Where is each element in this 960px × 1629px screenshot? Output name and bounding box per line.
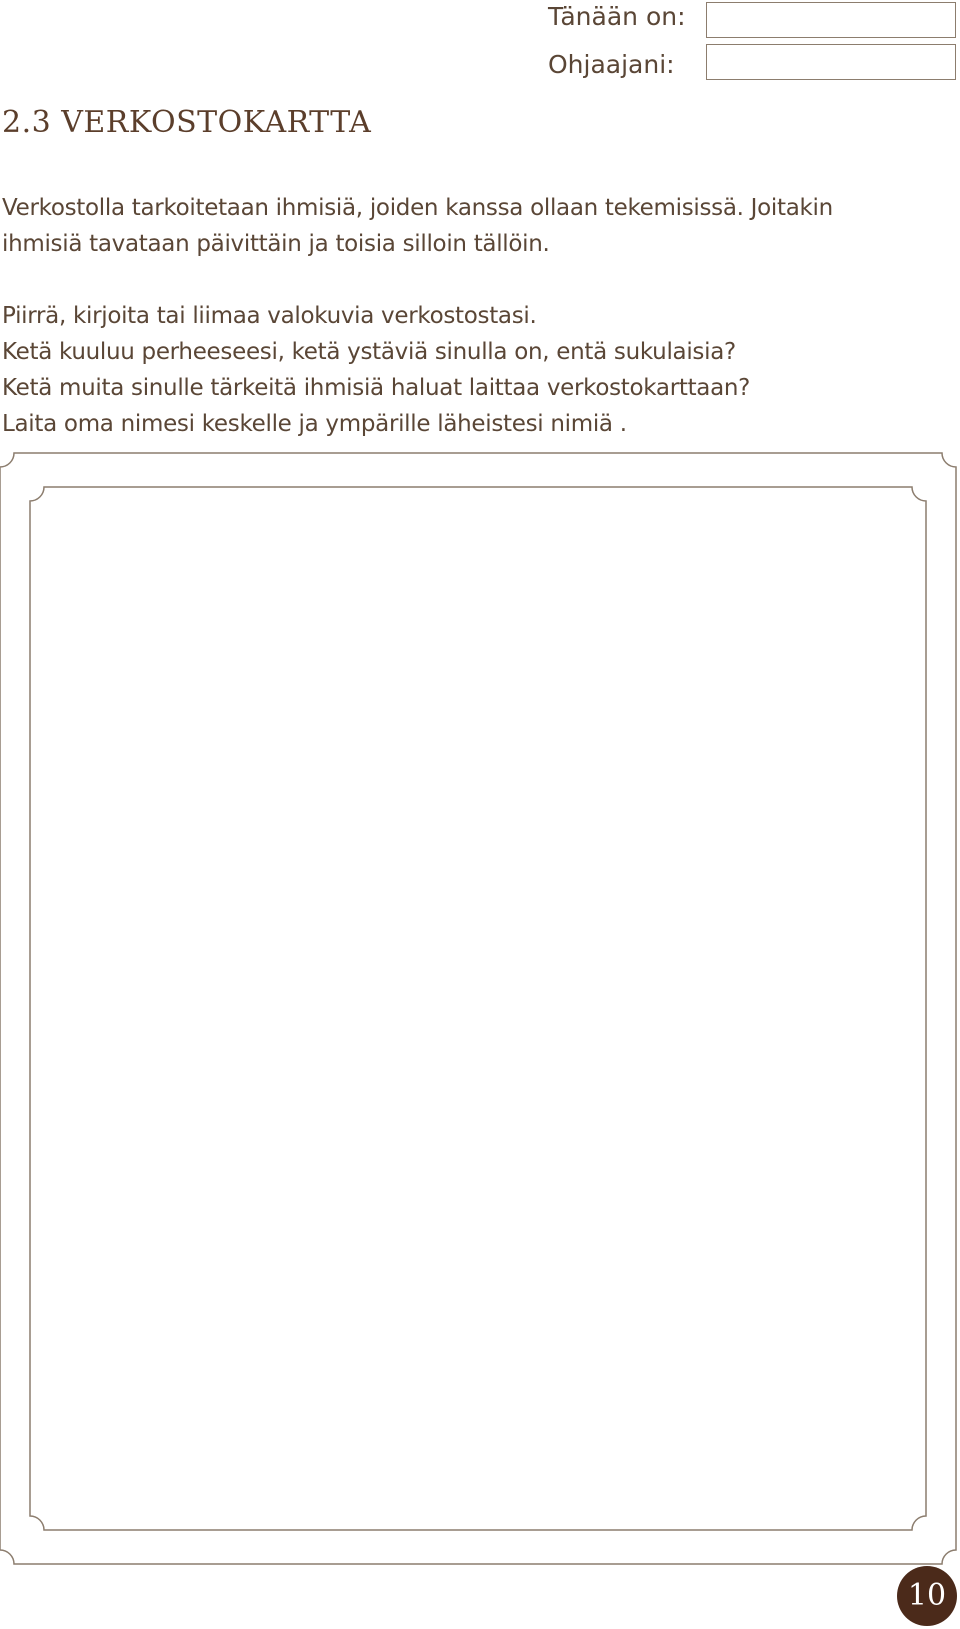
intro-line: ihmisiä tavataan päivittäin ja toisia silloin tällöin. (2, 231, 550, 257)
instructions-paragraph (2, 298, 932, 442)
drawing-frame[interactable] (0, 450, 960, 1570)
instruction-line: Laita oma nimesi keskelle ja ympärille läheistesi nimiä . (2, 411, 627, 437)
date-label: Tänään on: (548, 2, 686, 31)
page-number-badge: 10 (897, 1566, 957, 1626)
intro-paragraph (2, 190, 932, 262)
inner-frame-border (30, 487, 926, 1530)
intro-line: Verkostolla tarkoitetaan ihmisiä, joiden kanssa ollaan tekemisissä. Joitakin (2, 195, 833, 221)
instruction-line: Ketä muita sinulle tärkeitä ihmisiä haluat laittaa verkostokarttaan? (2, 375, 751, 401)
supervisor-label: Ohjaajani: (548, 50, 675, 79)
outer-frame-border (0, 453, 956, 1564)
date-field[interactable] (706, 2, 956, 38)
instruction-line: Piirrä, kirjoita tai liimaa valokuvia verkostostasi. (2, 303, 537, 329)
page-title: 2.3 VERKOSTOKARTTA (2, 105, 372, 140)
supervisor-field[interactable] (706, 44, 956, 80)
instruction-line: Ketä kuuluu perheeseesi, ketä ystäviä sinulla on, entä sukulaisia? (2, 339, 736, 365)
